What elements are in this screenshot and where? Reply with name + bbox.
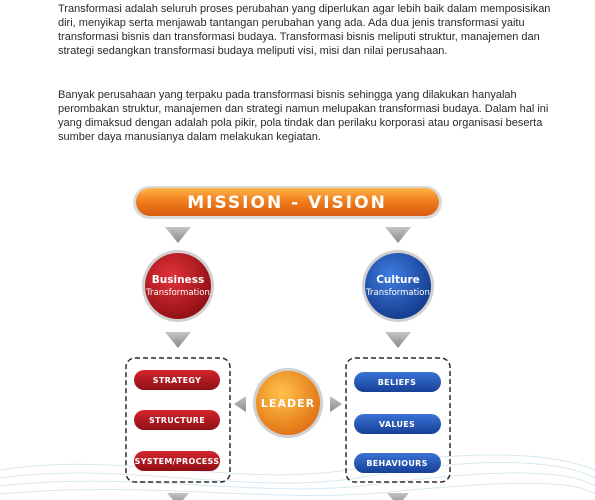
business-title: Business [151,274,205,286]
arrow-right-icon [330,396,342,412]
leader-label: LEADER [260,397,316,410]
banner-label: MISSION - VISION [187,193,387,213]
arrow-down-icon [387,493,409,500]
culture-title: Culture [376,274,420,286]
mission-vision-banner [133,186,442,219]
decorative-waves [0,455,595,496]
arrow-left-icon [234,396,246,412]
arrow-down-icon [385,227,411,243]
structure-label: STRUCTURE [148,416,206,425]
arrow-down-icon [165,332,191,348]
intro-paragraph: Transformasi adalah seluruh proses perubahan yang diperlukan agar lebih baik dalam memposisikan diri, menyikap serta menjawab tantangan perubahan yang ada. Ada dua jenis transformasi yaitu transformasi bisnis dan transformasi budaya. Transformasi bisnis meliputi struktur, manajemen dan strategi sedangkan transformasi budaya meliputi visi, misi dan nilai perusahaan. [58,3,551,57]
values-label: VALUES [378,420,416,429]
arrow-down-icon [165,227,191,243]
second-paragraph: Banyak perusahaan yang terpaku pada transformasi bisnis sehingga yang dilakukan hanyalah perombakan struktur, manajemen dan strategi namun melupakan transformasi budaya. Dalam hal ini yang dimaksud dengan adalah pola pikir, pola tindak dan perilaku korporasi atau organisasi beserta sumber daya manusianya dalam melakukan kegiatan. [58,89,549,143]
culture-transformation-circle [362,250,434,322]
culture-items-box [346,358,450,482]
culture-subtitle: Transformation [366,288,430,298]
strategy-label: STRATEGY [152,376,202,385]
leader-circle [253,368,323,438]
beliefs-label: BELIEFS [377,378,417,387]
system-process-label: SYSTEM/PROCESS [134,457,220,466]
business-items-box [126,358,230,482]
business-subtitle: Transformation [146,288,210,298]
arrow-down-icon [167,493,189,500]
business-transformation-circle [142,250,214,322]
behaviours-label: BEHAVIOURS [366,459,428,468]
arrow-down-icon [385,332,411,348]
